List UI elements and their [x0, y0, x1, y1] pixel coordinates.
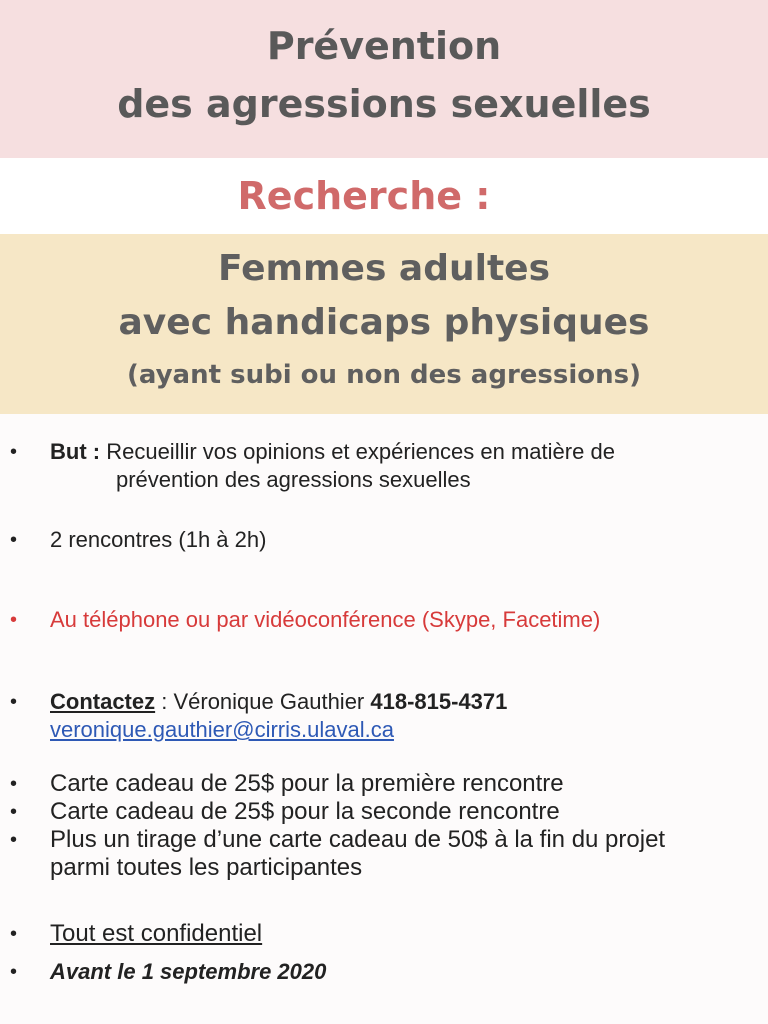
research-banner — [0, 158, 768, 234]
research-label: Recherche : — [237, 174, 491, 218]
audience-line-1: Femmes adultes — [217, 248, 551, 289]
contact-phone: 418-815-4371 — [370, 689, 508, 714]
bullet: • — [10, 609, 18, 631]
confidential-text: Tout est confidentiel — [50, 920, 263, 947]
bullet: • — [10, 961, 18, 983]
deadline-text: Avant le 1 septembre 2020 — [50, 959, 327, 984]
gift-2-text: Carte cadeau de 25$ pour la seconde rencontre — [50, 798, 560, 825]
audience-banner — [0, 234, 768, 414]
gift-3-text-2: parmi toutes les participantes — [50, 854, 363, 881]
contact-email-link[interactable]: veronique.gauthier@cirris.ulaval.ca — [50, 717, 394, 742]
goal-label: But : — [50, 439, 101, 464]
meetings-text: 2 rencontres (1h à 2h) — [50, 527, 267, 552]
goal-text-1: Recueillir vos opinions et expériences en matière de — [100, 439, 615, 464]
title-line-2: des agressions sexuelles — [117, 82, 651, 126]
bullet: • — [10, 829, 18, 851]
bullet: • — [10, 773, 18, 795]
mode-text: Au téléphone ou par vidéoconférence (Skype, Facetime) — [50, 607, 601, 632]
bullet: • — [10, 923, 18, 945]
title-line-1: Prévention — [266, 24, 502, 68]
title-banner — [0, 0, 768, 158]
bullet: • — [10, 441, 18, 463]
goal-text-2: prévention des agressions sexuelles — [116, 467, 471, 492]
gift-3-text-1: Plus un tirage d’une carte cadeau de 50$ à la fin du projet — [50, 826, 666, 853]
contact-name: : Véronique Gauthier — [155, 689, 371, 714]
audience-line-2: avec handicaps physiques — [118, 302, 650, 343]
bullet: • — [10, 691, 18, 713]
contact-label: Contactez — [50, 689, 156, 714]
gift-1-text: Carte cadeau de 25$ pour la première rencontre — [50, 770, 564, 797]
audience-line-3: (ayant subi ou non des agressions) — [126, 360, 641, 390]
bullet: • — [10, 801, 18, 823]
bullet: • — [10, 529, 18, 551]
